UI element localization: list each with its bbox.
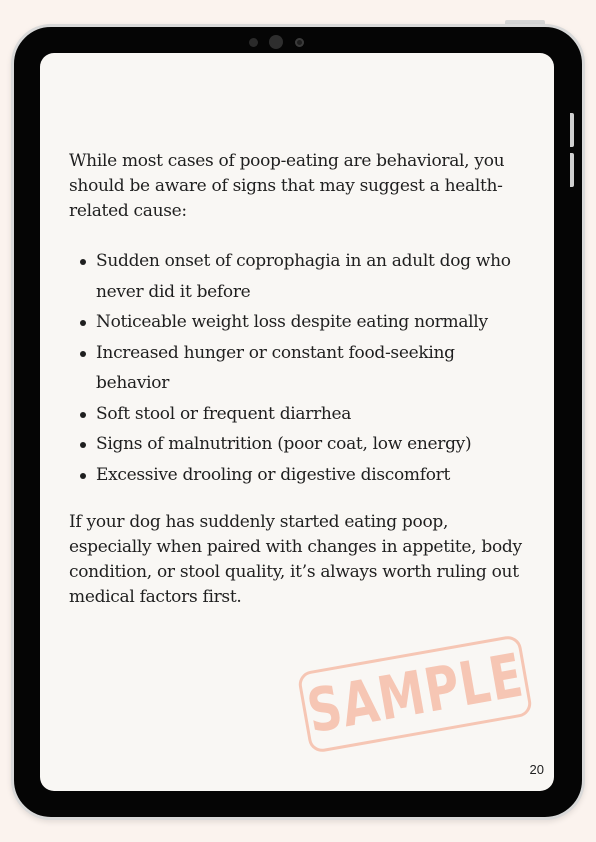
tablet-volume-down-button: [570, 153, 574, 187]
list-item: Excessive drooling or digestive discomfort: [96, 460, 529, 491]
tablet-screen: [40, 53, 554, 791]
list-item: Signs of malnutrition (poor coat, low energy): [96, 429, 529, 460]
list-item: Noticeable weight loss despite eating normally: [96, 307, 529, 338]
closing-paragraph: If your dog has suddenly started eating poop, especially when paired with changes in appetite, body condition, or stool quality, it’s always worth ruling out medical factors first.: [69, 512, 522, 607]
ebook-page-content: [69, 149, 529, 610]
tablet-device-frame: [11, 24, 585, 820]
list-item: Soft stool or frequent diarrhea: [96, 399, 529, 430]
list-item: Increased hunger or constant food-seeking behavior: [96, 338, 529, 399]
sensor-icon: [249, 38, 258, 47]
list-item: Sudden onset of coprophagia in an adult dog who never did it before: [96, 246, 529, 307]
page-number: 20: [529, 762, 544, 777]
tablet-volume-up-button: [570, 113, 574, 147]
sample-watermark-text: SAMPLE: [301, 640, 529, 748]
camera-lens-icon: [295, 38, 304, 47]
symptom-list: [69, 246, 529, 490]
front-camera-icon: [269, 35, 283, 49]
intro-paragraph: While most cases of poop-eating are behavioral, you should be aware of signs that may suggest a health-related cause:: [69, 151, 505, 221]
sample-watermark-stamp: [297, 634, 534, 754]
